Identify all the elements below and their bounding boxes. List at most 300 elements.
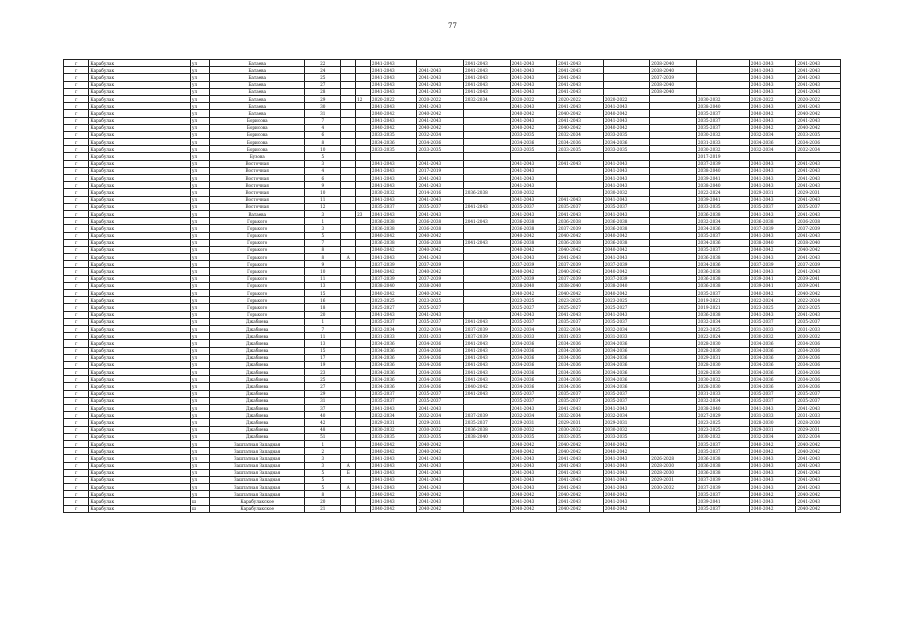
table-cell-p4: 2041-2043 [510,476,557,483]
table-cell-letter [341,476,356,483]
table-cell-p3: 2041-2043 [464,67,511,74]
table-cell-p7 [650,383,697,390]
table-cell-type: г [64,318,89,325]
table-cell-street_type: ул [191,412,210,419]
table-cell-corp [356,311,371,318]
table-cell-house: 31 [305,397,341,404]
table-cell-p9: 2041-2043 [749,232,796,239]
table-cell-p1: 2033-2035 [370,433,417,440]
table-cell-p10: 2041-2043 [796,311,841,318]
table-cell-p8: 2035-2037 [696,124,749,131]
table-cell-p1: 2041-2043 [370,311,417,318]
table-row [64,117,841,124]
table-cell-street: Горького [210,239,305,246]
table-cell-settlement: Карабулак [89,110,191,117]
table-cell-p8: 2039-2041 [696,196,749,203]
table-cell-settlement: Карабулак [89,95,191,102]
table-cell-p6: 2041-2043 [603,196,650,203]
table-cell-house: 25 [305,376,341,383]
table-cell-p4: 2030-2032 [510,426,557,433]
table-cell-p9: 2036-2038 [749,218,796,225]
table-cell-p7 [650,95,697,102]
table-cell-letter [341,333,356,340]
table-row [64,81,841,88]
table-cell-p2: 2041-2043 [417,196,464,203]
table-cell-street_type: ул [191,175,210,182]
table-cell-p10: 2035-2037 [796,397,841,404]
table-cell-p10: 2034-2036 [796,369,841,376]
table-cell-p10 [796,153,841,160]
table-cell-type: г [64,354,89,361]
table-cell-p9: 2041-2043 [749,60,796,67]
table-cell-p5: 2041-2043 [557,476,604,483]
table-cell-p1: 2041-2043 [370,455,417,462]
table-cell-type: г [64,383,89,390]
table-cell-p7: 2030-2032 [650,484,697,491]
table-cell-p7 [650,376,697,383]
table-cell-p9: 2041-2043 [749,498,796,505]
table-cell-p3 [464,397,511,404]
table-cell-p2: 2041-2043 [417,81,464,88]
table-cell-p4: 2041-2043 [510,117,557,124]
table-cell-settlement: Карабулак [89,74,191,81]
table-cell-p8: 2035-2037 [696,440,749,447]
table-cell-street_type: ул [191,369,210,376]
table-cell-house: 12 [305,203,341,210]
table-cell-p10: 2041-2043 [796,469,841,476]
table-cell-house: 13 [305,282,341,289]
table-cell-type: г [64,210,89,217]
table-cell-p3: 2041-2043 [464,361,511,368]
table-cell-p7 [650,505,697,512]
table-cell-letter [341,405,356,412]
table-cell-type: г [64,95,89,102]
table-cell-letter [341,376,356,383]
table-cell-house: 5 [305,232,341,239]
table-cell-p1: 2031-2033 [370,333,417,340]
table-cell-settlement: Карабулак [89,203,191,210]
table-cell-street: Джабиева [210,426,305,433]
table-cell-p2: 2041-2043 [417,311,464,318]
table-cell-letter [341,74,356,81]
table-cell-p3 [464,290,511,297]
table-cell-p6: 2037-2039 [603,261,650,268]
table-cell-p3 [464,505,511,512]
table-cell-street_type: ул [191,182,210,189]
table-row [64,124,841,131]
table-cell-p4: 2041-2043 [510,498,557,505]
table-cell-type: г [64,117,89,124]
table-cell-house: 42 [305,419,341,426]
table-cell-settlement: Карабулак [89,67,191,74]
table-cell-p6: 2034-2036 [603,361,650,368]
table-cell-p1: 2040-2042 [370,448,417,455]
table-cell-p7 [650,448,697,455]
table-cell-p4: 2034-2036 [510,340,557,347]
table-cell-p10: 2041-2043 [796,476,841,483]
table-cell-p3 [464,476,511,483]
table-cell-house: 6 [305,131,341,138]
table-cell-p1: 2041-2043 [370,175,417,182]
table-cell-street_type: ул [191,160,210,167]
table-row [64,254,841,261]
table-cell-street: Джабиева [210,361,305,368]
table-cell-p7 [650,412,697,419]
table-cell-street: Джабиева [210,390,305,397]
table-cell-p8: 2028-2030 [696,340,749,347]
table-cell-p3 [464,462,511,469]
table-cell-p1: 2040-2042 [370,110,417,117]
table-cell-street_type: ул [191,290,210,297]
table-cell-p8: 2035-2037 [696,290,749,297]
table-cell-p6: 2032-2034 [603,412,650,419]
table-cell-p2: 2041-2043 [417,210,464,217]
table-cell-p8: 2022-2024 [696,333,749,340]
table-cell-street: Заштатная Западная [210,455,305,462]
table-cell-settlement: Карабулак [89,268,191,275]
table-cell-street: Борисова [210,124,305,131]
table-cell-p6 [603,60,650,67]
table-cell-p3 [464,131,511,138]
table-cell-p1: 2034-2036 [370,369,417,376]
table-cell-p6: 2040-2042 [603,268,650,275]
table-cell-p8 [696,88,749,95]
table-cell-house: 11 [305,275,341,282]
table-cell-p5: 2033-2035 [557,433,604,440]
table-cell-p10: 2040-2042 [796,110,841,117]
table-cell-p2: 2041-2043 [417,103,464,110]
table-cell-letter [341,426,356,433]
table-cell-p2: 2040-2042 [417,505,464,512]
table-row [64,182,841,189]
table-cell-p5: 2031-2033 [557,333,604,340]
table-cell-type: г [64,412,89,419]
table-cell-letter [341,340,356,347]
table-cell-house: 37 [305,405,341,412]
table-cell-corp [356,74,371,81]
table-cell-p3: 2041-2043 [464,60,511,67]
table-cell-p2: 2041-2043 [417,160,464,167]
table-cell-p3: 2041-2043 [464,390,511,397]
table-cell-p3 [464,311,511,318]
table-cell-letter [341,81,356,88]
table-cell-p4: 2035-2037 [510,318,557,325]
table-cell-street: Джабиева [210,369,305,376]
table-cell-p10: 2034-2036 [796,347,841,354]
table-cell-corp [356,369,371,376]
table-cell-settlement: Карабулак [89,246,191,253]
table-cell-p10: 2039-2041 [796,282,841,289]
table-row [64,95,841,102]
table-cell-letter [341,290,356,297]
table-cell-house: 18 [305,304,341,311]
table-cell-letter [341,196,356,203]
table-row [64,189,841,196]
table-cell-corp [356,124,371,131]
table-cell-type: г [64,246,89,253]
table-cell-letter [341,246,356,253]
table-cell-p7: 2038-2040 [650,81,697,88]
table-cell-street: Бузова [210,153,305,160]
table-cell-p5: 2041-2043 [557,484,604,491]
table-cell-p1: 2023-2025 [370,297,417,304]
table-cell-street_type: ул [191,354,210,361]
table-cell-p4: 2041-2043 [510,196,557,203]
table-cell-p1: 2041-2043 [370,67,417,74]
table-cell-settlement: Карабулак [89,117,191,124]
table-cell-p4: 2040-2042 [510,505,557,512]
table-cell-street: Заштатная Западная [210,484,305,491]
table-cell-p3: 2041-2043 [464,203,511,210]
table-row [64,455,841,462]
table-cell-street: Батаева [210,81,305,88]
table-cell-p9: 2034-2036 [749,340,796,347]
table-cell-p5: 2040-2042 [557,232,604,239]
table-cell-p2: 2040-2042 [417,491,464,498]
table-cell-type: г [64,232,89,239]
table-cell-corp [356,203,371,210]
table-cell-letter [341,203,356,210]
table-cell-p4: 2041-2043 [510,175,557,182]
table-cell-house: 25 [305,74,341,81]
table-cell-p1: 2041-2043 [370,117,417,124]
table-cell-p2: 2035-2037 [417,390,464,397]
table-row [64,462,841,469]
table-cell-p10: 2040-2042 [796,505,841,512]
table-cell-p5: 2040-2042 [557,448,604,455]
table-cell-corp [356,412,371,419]
table-cell-street_type: ул [191,311,210,318]
table-cell-corp [356,103,371,110]
table-cell-p8: 2036-2038 [696,210,749,217]
table-cell-p8: 2032-2034 [696,218,749,225]
table-cell-house: 27 [305,81,341,88]
table-cell-p10: 2035-2037 [796,203,841,210]
table-cell-p5: 2041-2043 [557,60,604,67]
table-cell-corp [356,433,371,440]
table-cell-letter [341,275,356,282]
table-cell-type: г [64,505,89,512]
table-cell-p8: 2035-2037 [696,110,749,117]
table-cell-settlement: Карабулак [89,491,191,498]
table-cell-p8: 2037-2039 [696,160,749,167]
table-cell-type: г [64,167,89,174]
table-cell-p5: 2037-2039 [557,225,604,232]
table-cell-p6: 2020-2022 [603,95,650,102]
table-cell-corp [356,397,371,404]
table-cell-corp [356,304,371,311]
table-cell-p6: 2036-2038 [603,218,650,225]
table-cell-p5: 2040-2042 [557,110,604,117]
table-cell-p1: 2041-2043 [370,74,417,81]
table-cell-p7 [650,103,697,110]
table-cell-p8: 2030-2032 [696,95,749,102]
table-cell-p9: 2032-2034 [749,433,796,440]
table-cell-street_type: ул [191,95,210,102]
table-cell-p4: 2031-2033 [510,333,557,340]
table-cell-settlement: Карабулак [89,297,191,304]
table-row [64,175,841,182]
table-cell-p1: 2035-2037 [370,203,417,210]
table-cell-p2: 2041-2043 [417,462,464,469]
table-row [64,268,841,275]
table-cell-p1: 2041-2043 [370,88,417,95]
table-cell-p8: 2022-2024 [696,189,749,196]
table-cell-p1: 2041-2043 [370,484,417,491]
table-cell-p9: 2034-2036 [749,376,796,383]
table-cell-p6 [603,67,650,74]
table-row [64,196,841,203]
table-cell-p2: 2041-2043 [417,498,464,505]
table-cell-p7: 2037-2039 [650,74,697,81]
table-cell-house: 23 [305,369,341,376]
table-cell-type: г [64,268,89,275]
table-cell-p5: 2041-2043 [557,117,604,124]
table-cell-p5: 2034-2036 [557,347,604,354]
table-cell-p1: 2032-2034 [370,325,417,332]
table-cell-p8: 2029-2031 [696,354,749,361]
table-cell-street_type: ул [191,153,210,160]
table-cell-p1: 2032-2034 [370,412,417,419]
table-cell-p5: 2041-2043 [557,498,604,505]
table-row [64,505,841,512]
table-cell-p3 [464,282,511,289]
table-row [64,88,841,95]
table-row [64,419,841,426]
table-cell-p8: 2027-2029 [696,412,749,419]
table-cell-p6 [603,88,650,95]
table-cell-p6: 2034-2036 [603,369,650,376]
table-cell-settlement: Карабулак [89,275,191,282]
table-cell-p4: 2023-2025 [510,297,557,304]
table-cell-settlement: Карабулак [89,448,191,455]
table-cell-p5: 2041-2043 [557,81,604,88]
table-cell-p8 [696,60,749,67]
table-cell-settlement: Карабулак [89,405,191,412]
table-row [64,210,841,217]
table-cell-type: г [64,433,89,440]
table-cell-letter [341,124,356,131]
table-cell-street: Джабиева [210,325,305,332]
table-cell-letter [341,440,356,447]
table-row [64,275,841,282]
table-cell-p1: 2020-2022 [370,95,417,102]
table-cell-house: 3 [305,455,341,462]
table-cell-type: г [64,419,89,426]
table-cell-corp [356,88,371,95]
table-cell-p6: 2041-2043 [603,175,650,182]
table-cell-p4 [510,153,557,160]
table-cell-house: 1 [305,218,341,225]
table-cell-p8: 2034-2036 [696,225,749,232]
table-cell-p9: 2035-2037 [749,397,796,404]
table-cell-p4: 2034-2036 [510,347,557,354]
table-cell-street_type: ул [191,426,210,433]
table-row [64,469,841,476]
table-cell-street_type: ул [191,254,210,261]
table-cell-street: Джабиева [210,318,305,325]
table-cell-p2: 2035-2037 [417,397,464,404]
table-cell-p8: 2034-2036 [696,239,749,246]
table-cell-p9: 2034-2036 [749,354,796,361]
table-cell-p9: 2038-2040 [749,239,796,246]
table-cell-street: Батаева [210,67,305,74]
table-cell-p3 [464,484,511,491]
table-cell-p5: 2035-2037 [557,203,604,210]
table-cell-p4: 2034-2036 [510,361,557,368]
table-cell-p3: 2038-2040 [464,433,511,440]
table-cell-street_type: ш [191,505,210,512]
table-cell-settlement: Карабулак [89,325,191,332]
table-cell-p4: 2034-2036 [510,139,557,146]
table-cell-p10: 2040-2042 [796,124,841,131]
table-cell-street_type: ул [191,117,210,124]
table-cell-p4: 2035-2037 [510,203,557,210]
table-cell-p3: 2040-2042 [464,383,511,390]
table-cell-p3: 2041-2043 [464,239,511,246]
table-cell-p10: 2040-2042 [796,448,841,455]
table-cell-letter [341,261,356,268]
table-cell-settlement: Карабулак [89,440,191,447]
table-cell-p1: 2041-2043 [370,81,417,88]
table-cell-street_type: ул [191,60,210,67]
table-cell-street: Джабиева [210,347,305,354]
table-cell-p6 [603,153,650,160]
table-cell-p6: 2040-2042 [603,110,650,117]
table-cell-p6: 2040-2042 [603,440,650,447]
table-cell-p4: 2037-2039 [510,275,557,282]
table-cell-p6: 2041-2043 [603,498,650,505]
table-cell-p2: 2041-2043 [417,455,464,462]
table-cell-p4: 2041-2043 [510,167,557,174]
table-cell-p8: 2036-2038 [696,455,749,462]
table-cell-p8: 2038-2040 [696,182,749,189]
table-row [64,412,841,419]
table-cell-house: 5 [305,484,341,491]
table-cell-p10: 2041-2043 [796,462,841,469]
table-cell-letter [341,189,356,196]
table-cell-settlement: Карабулак [89,476,191,483]
table-cell-p9: 2041-2043 [749,88,796,95]
table-row [64,246,841,253]
table-cell-letter [341,232,356,239]
table-row [64,376,841,383]
table-cell-p2: 2034-2036 [417,340,464,347]
table-row [64,225,841,232]
table-cell-p7 [650,340,697,347]
table-cell-street: Батаева [210,95,305,102]
table-cell-p8: 2036-2038 [696,311,749,318]
table-cell-p7 [650,491,697,498]
table-cell-p9: 2029-2031 [749,189,796,196]
table-cell-type: г [64,103,89,110]
table-cell-street: Горького [210,311,305,318]
table-cell-p2: 2036-2038 [417,218,464,225]
table-cell-p1: 2040-2042 [370,440,417,447]
table-cell-p8: 2035-2037 [696,117,749,124]
table-cell-corp [356,484,371,491]
table-cell-p4: 2041-2043 [510,210,557,217]
table-cell-p2: 2041-2043 [417,469,464,476]
table-cell-p6: 2040-2042 [603,232,650,239]
table-cell-p5: 2033-2035 [557,146,604,153]
table-cell-street_type: ул [191,167,210,174]
table-cell-p1: 2038-2040 [370,282,417,289]
table-cell-p1: 2041-2043 [370,196,417,203]
table-cell-p9: 2041-2043 [749,103,796,110]
table-cell-p3 [464,153,511,160]
table-cell-street: Джабиева [210,397,305,404]
